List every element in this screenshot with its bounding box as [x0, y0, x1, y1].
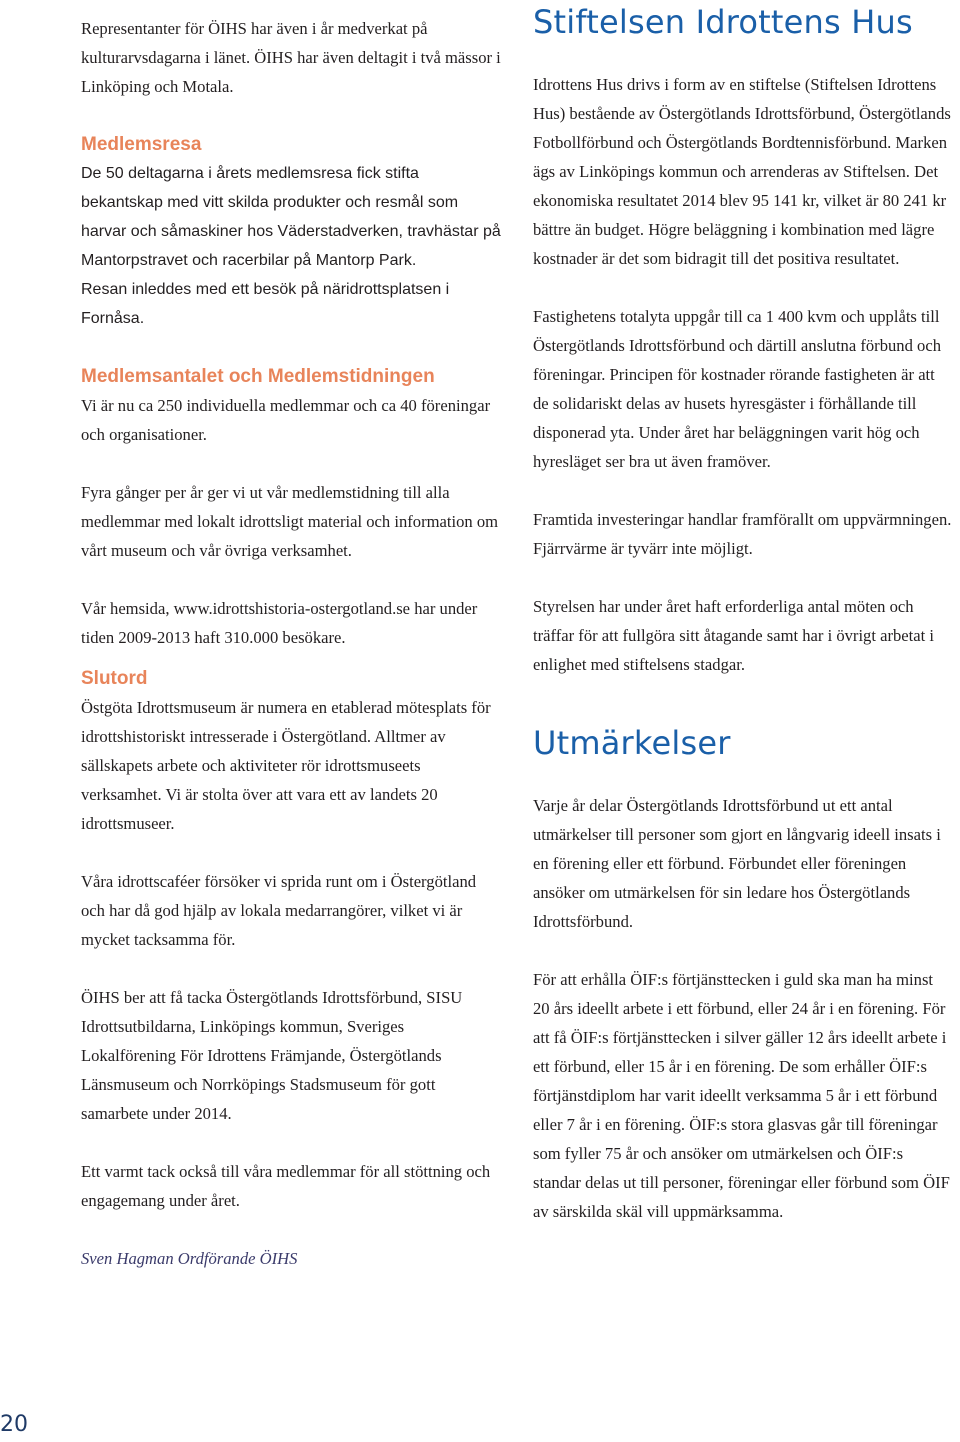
medlemsantal-paragraph-2: Fyra gånger per år ger vi ut vår medlemstidning till alla medlemmar med lokalt idrottsligt material och information om vårt museum och vår övriga verksamhet.	[81, 483, 499, 560]
slutord-paragraph-3: ÖIHS ber att få tacka Östergötlands Idrottsförbund, SISU Idrottsutbildarna, Linköpings kommun, Sveriges Lokalförening För Idrottens Främjande, Östergötlands Länsmuseum och Norrköpings Stadsmuseum för gott samarbete under 2014.	[81, 988, 463, 1123]
medlemsresa-paragraph-2: Resan inleddes med ett besök på näridrottsplatsen i Fornåsa.	[81, 281, 450, 327]
stiftelsen-paragraph-1: Idrottens Hus drivs i form av en stiftelse (Stiftelsen Idrottens Hus) bestående av Östergötlands Idrottsförbund, Östergötlands Fotbollförbund och Östergötlands Bordtennisförbund. Marken ägs av Linköpings kommun och arrenderas av Stiftelsen. Det ekonomiska resultatet 2014 blev 95 141 kr, vilket är 80 241 kr bättre än budget. Högre beläggning i kombination med lägre kostnader är det som bidragit till det positiva resultatet.	[533, 75, 951, 268]
page-number: 20	[0, 1412, 28, 1437]
slutord-heading: Slutord	[81, 668, 148, 689]
intro-paragraph: Representanter för ÖIHS har även i år medverkat på kulturarvsdagarna i länet. ÖIHS har även deltagit i två mässor i Linköping och Motala.	[81, 19, 501, 96]
medlemsantal-paragraph-3: Vår hemsida, www.idrottshistoria-ostergotland.se har under tiden 2009-2013 haft 310.000 besökare.	[81, 599, 478, 647]
left-column	[81, 14, 501, 1273]
stiftelsen-heading: Stiftelsen Idrottens Hus	[533, 3, 913, 41]
slutord-paragraph-4: Ett varmt tack också till våra medlemmar för all stöttning och engagemang under året.	[81, 1162, 491, 1210]
utmarkelser-paragraph-2: För att erhålla ÖIF:s förtjänsttecken i guld ska man ha minst 20 års ideellt arbete i ett förbund, eller 24 år i en förening. För att få ÖIF:s förtjänsttecken i silver gäller 12 års ideellt arbete i ett förbund, eller 15 år i en förening. De som erhåller ÖIF:s förtjänstdiplom har varit ideellt verksamma 5 år i ett förbund eller 7 år i en förening. ÖIF:s stora glasvas går till föreningar som fyller 75 år och ansöker om utmärkelsen och ÖIF:s standar delas ut till personer, föreningar eller förbund som ÖIF av särskilda skäl vill uppmärksamma.	[533, 970, 950, 1221]
stiftelsen-paragraph-4: Styrelsen har under året haft erforderliga antal möten och träffar för att fullgöra sitt åtagande samt har i övrigt arbetat i enlighet med stiftelsens stadgar.	[533, 597, 935, 674]
slutord-paragraph-2: Våra idrottscaféer försöker vi sprida runt om i Östergötland och har då god hjälp av lokala medarrangörer, vilket vi är mycket tacksamma för.	[81, 872, 477, 949]
stiftelsen-paragraph-3: Framtida investeringar handlar framförallt om uppvärmningen. Fjärrvärme är tyvärr inte möjligt.	[533, 510, 952, 558]
utmarkelser-heading: Utmärkelser	[533, 724, 731, 762]
right-column	[533, 0, 953, 1226]
medlemsantal-heading: Medlemsantalet och Medlemstidningen	[81, 366, 435, 387]
signature: Sven Hagman Ordförande ÖIHS	[81, 1249, 298, 1268]
medlemsresa-paragraph: De 50 deltagarna i årets medlemsresa fick stifta bekantskap med vitt skilda produkter och resmål som harvar och såmaskiner hos Väderstadverken, travhästar på Mantorpstravet och racerbilar på Mantorp Park.	[81, 165, 501, 269]
slutord-paragraph-1: Östgöta Idrottsmuseum är numera en etablerad mötesplats för idrottshistoriskt intresserade i Östergötland. Alltmer av sällskapets arbete och aktiviteter rör idrottsmuseets verksamhet. Vi är stolta över att vara ett av landets 20 idrottsmuseer.	[81, 698, 491, 833]
medlemsantal-paragraph-1: Vi är nu ca 250 individuella medlemmar och ca 40 föreningar och organisationer.	[81, 396, 491, 444]
medlemsresa-heading: Medlemsresa	[81, 134, 202, 155]
utmarkelser-paragraph-1: Varje år delar Östergötlands Idrottsförbund ut ett antal utmärkelser till personer som gjort en långvarig ideell insats i en förening eller ett förbund. Förbundet eller föreningen ansöker om utmärkelsen för sin ledare hos Östergötlands Idrottsförbund.	[533, 796, 941, 931]
stiftelsen-paragraph-2: Fastighetens totalyta uppgår till ca 1 400 kvm och upplåts till Östergötlands Idrottsförbund och därtill anslutna förbund och föreningar. Principen för kostnader rörande fastigheten är att de solidariskt delas av husets hyresgäster i förhållande till disponerad yta. Under året har beläggningen varit hög och hyresläget ser bra ut även framöver.	[533, 307, 942, 471]
